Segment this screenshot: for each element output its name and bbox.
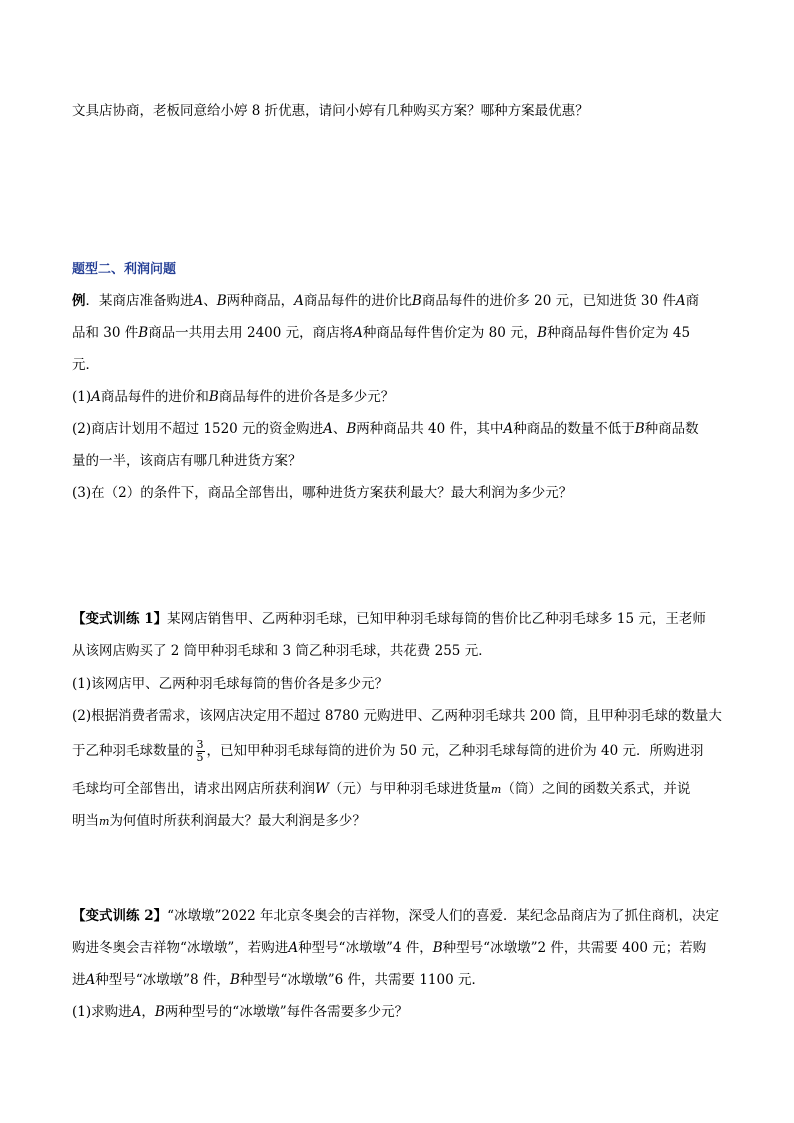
variant1-line-2: 从该网店购买了 2 筒甲种羽毛球和 3 筒乙种羽毛球，共花费 255 元． — [72, 643, 492, 659]
variant1-question-2-line-4: 明当m为何值时所获利润最大？最大利润是多少？ — [72, 813, 366, 829]
paragraph-line — [72, 100, 589, 122]
text: 文具店协商，老板同意给小婷 8 折优惠，请问小婷有几种购买方案？哪种方案最优惠？ — [72, 103, 589, 119]
variant2-line-1: 【变式训练 2】“冰墩墩”2022 年北京冬奥会的吉祥物，深受人们的喜爱．某纪念品商店为了抓住商机，决定 — [72, 908, 720, 924]
variant1-line-1: 【变式训练 1】某网店销售甲、乙两种羽毛球，已知甲种羽毛球每筒的售价比乙种羽毛球多 15 元，王老师 — [72, 611, 706, 627]
question-3: (3)在（2）的条件下，商品全部售出，哪种进货方案获利最大？最大利润为多少元？ — [72, 485, 573, 501]
example-line-1: 例．某商店准备购进A、B两种商品，A商品每件的进价比B商品每件的进价多 20 元，已知进货 30 件A商 — [72, 293, 700, 309]
question-1: (1)A商品每件的进价和B商品每件的进价各是多少元？ — [72, 389, 395, 405]
example-line-2: 品和 30 件B商品一共用去用 2400 元，商店将A种商品每件售价定为 80 元，B种商品每件售价定为 45 — [72, 325, 691, 341]
variant2-label: 【变式训练 2】 — [72, 908, 168, 924]
question-2-line-1: (2)商店计划用不超过 1520 元的资金购进A、B两种商品共 40 件，其中A种商品的数量不低于B种商品数 — [72, 421, 699, 437]
question-2-line-2: 量的一半，该商店有哪几种进货方案？ — [72, 453, 302, 469]
variant2-question-1: (1)求购进A，B两种型号的“冰墩墩”每件各需要多少元？ — [72, 1004, 409, 1020]
variant1-label: 【变式训练 1】 — [72, 611, 168, 627]
example-label: 例 — [72, 293, 86, 309]
variant1-question-2-line-1: (2)根据消费者需求，该网店决定用不超过 8780 元购进甲、乙两种羽毛球共 200 筒，且甲种羽毛球的数量大 — [72, 708, 722, 724]
fraction: $\frac{3}{5}$ — [196, 738, 204, 764]
variant1-question-1: (1)该网店甲、乙两种羽毛球每筒的售价各是多少元？ — [72, 676, 389, 692]
variant2-line-3: 进A种型号“冰墩墩”8 件，B种型号“冰墩墩”6 件，共需要 1100 元． — [72, 972, 485, 988]
section-heading: 题型二、利润问题 — [72, 262, 177, 277]
variant2-line-2: 购进冬奥会吉祥物“冰墩墩”，若购进A种型号“冰墩墩”4 件，B种型号“冰墩墩”2 件，共需要 400 元；若购 — [72, 940, 707, 956]
variant1-question-2-line-3: 毛球均可全部售出，请求出网店所获利润W（元）与甲种羽毛球进货量m（筒）之间的函数关系式，并说 — [72, 781, 691, 797]
example-line-3: 元． — [72, 357, 99, 373]
variant1-question-2-line-2: 于乙种羽毛球数量的 $\frac{3}{5}$ ，已知甲种羽毛球每筒的进价为 50 元，乙种羽毛球每筒的进价为 40 元．所购进羽 — [72, 738, 704, 764]
